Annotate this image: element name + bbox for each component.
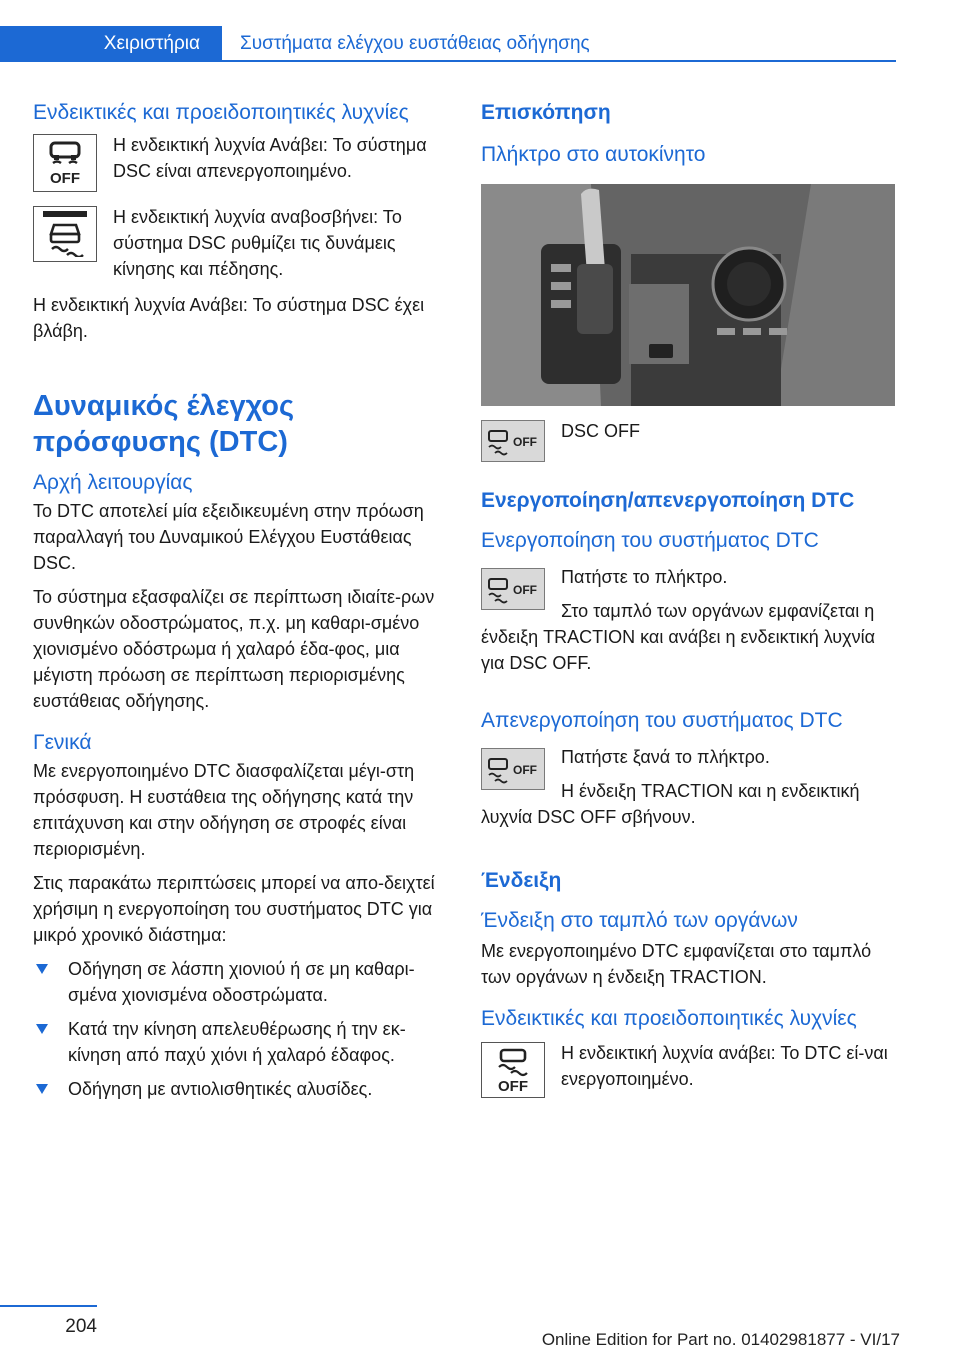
general-paragraph-2: Στις παρακάτω περιπτώσεις μπορεί να απο-δειχτεί χρήσιμη η ενεργοποίηση του συστήματος DTC για μικρό χρονικό διάστημα: bbox=[33, 873, 435, 945]
heading-activate-dtc: Ενεργοποίηση του συστήματος DTC bbox=[481, 529, 819, 552]
indicator-dsc-active-row bbox=[33, 206, 451, 282]
dsc-off-button-row bbox=[481, 420, 899, 462]
edition-footer: Online Edition for Part no. 01402981877 - VI/17 bbox=[541, 1330, 900, 1349]
heading-toggle-dtc: Ενεργοποίηση/απενεργοποίηση DTC bbox=[481, 489, 855, 512]
dsc-off-label: DSC OFF bbox=[561, 421, 640, 441]
heading-principle: Αρχή λειτουργίας bbox=[33, 471, 193, 494]
icon-off-text: OFF bbox=[513, 583, 537, 597]
dsc-off-button-icon bbox=[481, 568, 545, 610]
heading-dtc: Δυναμικός έλεγχος πρόσφυσης (DTC) bbox=[33, 390, 295, 458]
dsc-off-icon bbox=[33, 134, 97, 192]
indicator-fault-text: Η ενδεικτική λυχνία Ανάβει: Το σύστημα DSC έχει βλάβη. bbox=[33, 295, 425, 341]
list-item: Κατά την κίνηση απελευθέρωσης ή την εκ-κίνηση από παχύ χιόνι ή χαλαρό έδαφος. bbox=[33, 1016, 451, 1068]
icon-off-text: OFF bbox=[498, 1078, 528, 1094]
heading-button-in-car: Πλήκτρο στο αυτοκίνητο bbox=[481, 143, 706, 166]
dsc-off-button-icon bbox=[481, 420, 545, 462]
bullet-triangle-icon bbox=[36, 964, 48, 974]
bullet-triangle-icon bbox=[36, 1084, 48, 1094]
indicator-text: Η ενδεικτική λυχνία Ανάβει: Το σύστημα DSC είναι απενεργοποιημένο. bbox=[113, 135, 427, 181]
dtc-indicator-row bbox=[481, 1042, 899, 1098]
heading-cluster-display: Ένδειξη στο ταμπλό των οργάνων bbox=[481, 909, 798, 932]
deactivate-step-2: Η ένδειξη TRACTION και η ενδεικτική λυχνία DSC OFF σβήνουν. bbox=[481, 781, 860, 827]
page-number: 204 bbox=[65, 1316, 97, 1337]
general-paragraph-1: Με ενεργοποιημένο DTC διασφαλίζεται μέγι-στη πρόσφυση. Η ευστάθεια της οδήγησης κατά την επιτάχυνση και στην οδήγηση σε στροφές είναι περιορισμένη. bbox=[33, 761, 415, 859]
heading-display: Ένδειξη bbox=[481, 869, 562, 892]
dtc-off-indicator-icon bbox=[481, 1042, 545, 1098]
right-column bbox=[481, 100, 899, 1108]
heading-deactivate-dtc: Απενεργοποίηση του συστήματος DTC bbox=[481, 709, 843, 732]
activate-step-1: Πατήστε το πλήκτρο. bbox=[561, 567, 728, 587]
conditions-list bbox=[33, 956, 451, 1102]
dsc-off-button-icon bbox=[481, 748, 545, 790]
footer-rule bbox=[0, 1305, 97, 1307]
indicator-dsc-off-row bbox=[33, 134, 451, 192]
activate-step-2: Στο ταμπλό των οργάνων εμφανίζεται η ένδειξη TRACTION και ανάβει η ενδεικτική λυχνία για DSC OFF. bbox=[481, 601, 875, 673]
bullet-triangle-icon bbox=[36, 1024, 48, 1034]
header-rule bbox=[222, 60, 896, 62]
heading-overview: Επισκόπηση bbox=[481, 101, 611, 124]
heading-indicator-lights: Ενδεικτικές και προειδοποιητικές λυχνίες bbox=[33, 101, 409, 124]
list-item: Οδήγηση με αντιολισθητικές αλυσίδες. bbox=[33, 1076, 451, 1102]
list-item: Οδήγηση σε λάσπη χιονιού ή σε μη καθαρι-σμένα χιονισμένα οδοστρώματα. bbox=[33, 956, 451, 1008]
cluster-paragraph: Με ενεργοποιημένο DTC εμφανίζεται στο ταμπλό των οργάνων η ένδειξη TRACTION. bbox=[481, 941, 872, 987]
chapter-tab: Χειριστήρια bbox=[0, 26, 222, 62]
icon-off-text: OFF bbox=[50, 170, 80, 187]
principle-paragraph-1: Το DTC αποτελεί μία εξειδικευμένη στην πρόωση παραλλαγή του Δυναμικού Ελέγχου Ευστάθειας DSC. bbox=[33, 501, 424, 573]
heading-indicator-lights-2: Ενδεικτικές και προειδοποιητικές λυχνίες bbox=[481, 1007, 857, 1030]
dsc-skid-icon bbox=[33, 206, 97, 262]
heading-general: Γενικά bbox=[33, 731, 92, 754]
indicator-text: Η ενδεικτική λυχνία αναβοσβήνει: Το σύστημα DSC ρυθμίζει τις δυνάμεις κίνησης και πέδησης. bbox=[113, 207, 402, 279]
activate-block bbox=[481, 564, 899, 684]
center-console-photo bbox=[481, 184, 895, 406]
icon-off-text: OFF bbox=[513, 763, 537, 777]
deactivate-step-1: Πατήστε ξανά το πλήκτρο. bbox=[561, 747, 770, 767]
principle-paragraph-2: Το σύστημα εξασφαλίζει σε περίπτωση ιδιαίτε-ρων συνθηκών οδοστρώματος, π.χ. μη καθαρι-σμένο χιονισμένο οδόστρωμα ή χαλαρό έδα-φος, μια μέγιστη πρόωση σε περίπτωση περιορισμένης ευστάθειας οδήγησης. bbox=[33, 587, 435, 711]
page-header bbox=[0, 0, 960, 62]
section-tab: Συστήματα ελέγχου ευστάθειας οδήγησης bbox=[240, 33, 590, 54]
left-column bbox=[33, 100, 451, 1110]
deactivate-block bbox=[481, 744, 899, 838]
dtc-indicator-text: Η ενδεικτική λυχνία ανάβει: Το DTC εί-ναι ενεργοποιημένο. bbox=[561, 1043, 888, 1089]
icon-off-text: OFF bbox=[513, 435, 537, 449]
